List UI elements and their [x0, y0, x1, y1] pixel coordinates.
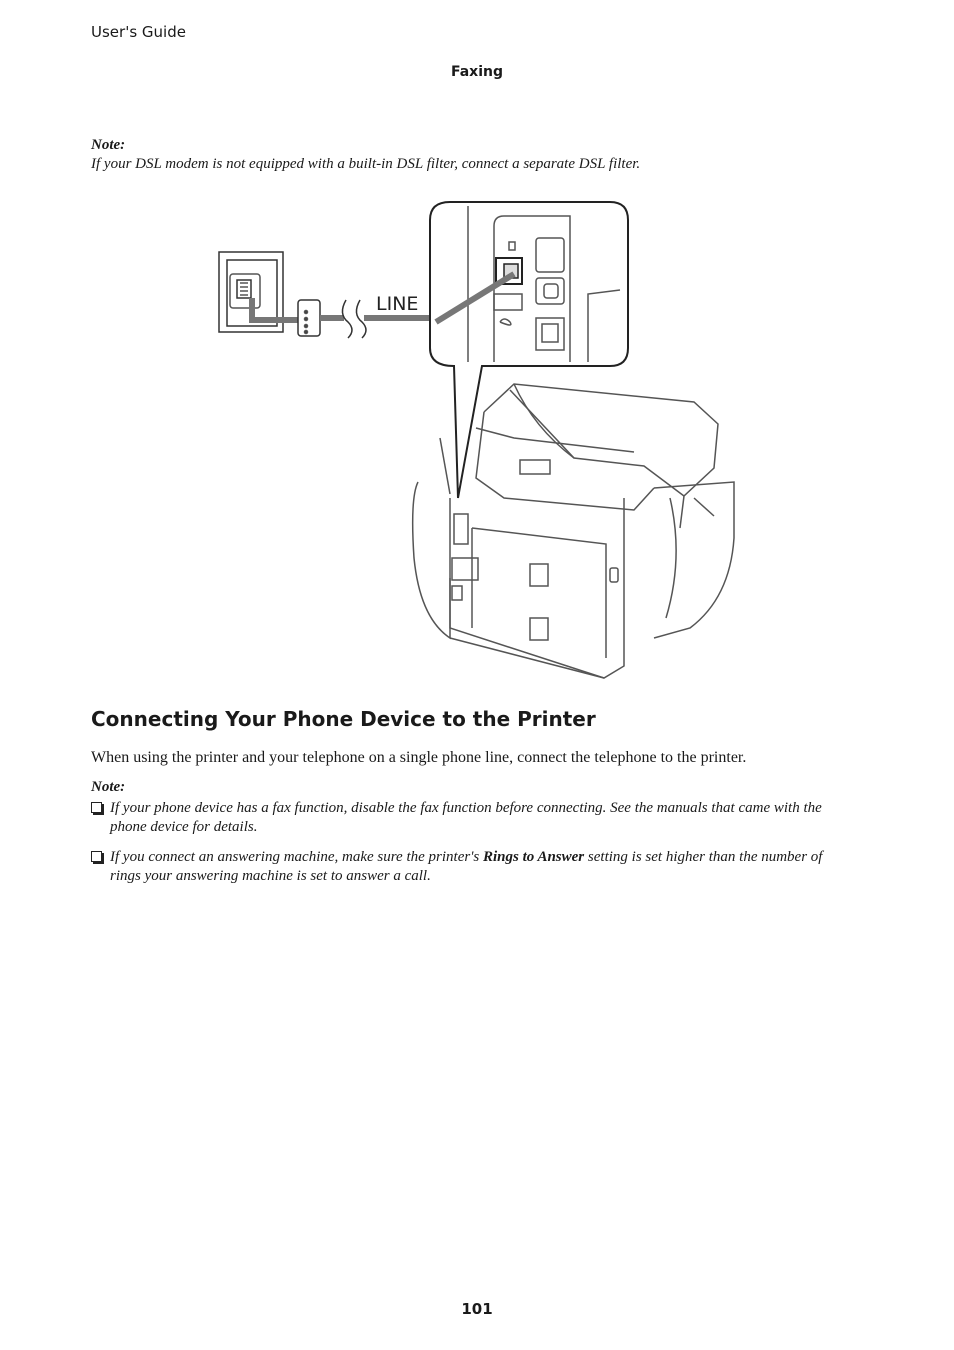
section-heading: Connecting Your Phone Device to the Printer — [91, 707, 596, 731]
note-bullet-item — [91, 848, 851, 886]
dsl-filter — [298, 300, 320, 336]
note-bullet-text: If your phone device has a fax function, disable the fax function before connecting. See the manuals that came with the phone device for details. — [110, 800, 822, 835]
setting-name-rings-to-answer: Rings to Answer — [483, 849, 585, 865]
note-bullet-item — [91, 799, 851, 837]
note-label: Note: — [91, 779, 126, 795]
line-port-label: LINE — [376, 293, 419, 315]
note-text-part: setting is set higher than the number of rings your answering machine is set to answer a call. — [110, 849, 823, 884]
bullet-box-icon — [91, 802, 102, 813]
section-intro-paragraph: When using the printer and your telephone on a single phone line, connect the telephone to the printer. — [91, 749, 747, 766]
note-label: Note: — [91, 137, 126, 153]
rear-port-callout — [430, 202, 628, 498]
dsl-filter-note: If your DSL modem is not equipped with a built-in DSL filter, connect a separate DSL filter. — [91, 156, 641, 172]
page-number: 101 — [461, 1300, 493, 1318]
note-text-part: If you connect an answering machine, make sure the printer's — [110, 849, 483, 865]
note-bullet-text — [110, 848, 851, 886]
bullet-box-icon — [91, 851, 102, 862]
running-header-section: Faxing — [450, 64, 503, 80]
running-header-guide: User's Guide — [91, 23, 186, 41]
line-connection-illustration — [214, 198, 744, 688]
